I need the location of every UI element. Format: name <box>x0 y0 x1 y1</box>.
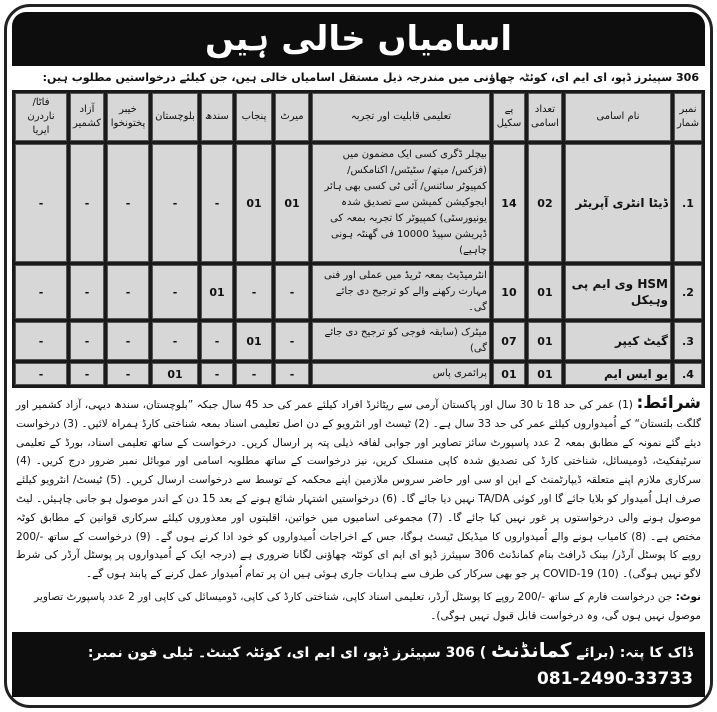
cell-ajk: - <box>70 363 104 385</box>
cell-qualification: بیچلر ڈگری کسی ایک مضمون میں (فزکس/ میتھ/ سٹیٹس/ اکنامکس/ کمپیوٹر سائنس/ آئی ٹی کسی بھی ہائر ایجوکیشن کمیشن سے تصدیق شدہ یونیورسٹی) کمپیوٹر کا تجربہ بمعہ کی ڈپریشن سپیڈ 10000 فی گھنٹہ ہونی چاہیے) <box>312 144 490 262</box>
table-row <box>15 265 702 319</box>
col-fata: فاٹا/ ناردرن ایریا <box>15 93 67 141</box>
cell-count: 01 <box>528 322 562 360</box>
cell-punjab: - <box>236 265 272 319</box>
cell-punjab: 01 <box>236 144 272 262</box>
col-punjab: پنجاب <box>236 93 272 141</box>
commandant-label: کمانڈنٹ <box>491 637 572 662</box>
cell-sindh: - <box>201 144 233 262</box>
address-prefix: ڈاک کا پتہ: (برائے <box>576 644 693 661</box>
cell-fata: - <box>15 144 67 262</box>
cell-qualification: انٹرمیڈیٹ بمعہ ٹریڈ میں عملی اور فنی مہارت رکھنے والے کو ترجیح دی جائے گی۔ <box>312 265 490 319</box>
conditions-text: (1) عمر کی حد 18 تا 30 سال اور پاکستان آرمی سے ریٹائرڈ افراد کیلئے عمر کی حد 45 سال جبکہ ”بلوچستان، سندھ دیہی، آزاد کشمیر اور گلگت بلتستان“ کے اُمیدواروں کیلئے عمر کی حد 33 سال ہے۔ (2) ٹیسٹ اور انٹرویو کے دن اصل تعلیمی اسناد بمعہ شناختی کارڈ ہمراہ لائیں۔ (3) درخواست دیئے گئے نمونہ کے مطابق بمعہ 2 عدد پاسپورٹ سائز تصاویر اور جوابی لفافہ ذیلی پتہ پر ارسال کریں۔ درخواست کے ساتھ تعلیمی اسناد، بورڈ کے تعلیمی سرٹیفکیٹ، ڈومیسائل، شناختی کارڈ کی تصدیق شدہ کاپی منسلک کریں، نیز درخواست کے ساتھ مطلوبہ اسامی اور موبائل نمبر ضرور درج کریں۔ (4) سرکاری ملازم اپنے متعلقہ ڈیپارٹمنٹ کے این او سی اور حاضر سروس ملازمین اپنے محکمہ کے توسط سے درخواست ارسال کریں۔ (5) ٹیسٹ/ انٹرویو کیلئے صرف اہل اُمیدوار کو بلایا جائے گا اور کوئی TA/DA نہیں دیا جائے گا۔ (6) درخواستیں اشتہار شائع ہونے کے بعد 15 دن کے اندر موصول ہو جانی چاہیئں۔ لیٹ موصول ہونے والی درخواستوں پر غور نہیں کیا جائے گا۔ (7) مجموعی اسامیوں میں خواتین، اقلیتوں اور معذوروں کیلئے سرکاری قوانین کے مطابق کوٹہ مختص ہے۔ (8) کامیاب ہونے والے اُمیدواروں کا میڈیکل ٹیسٹ ہوگا، جس کے اخراجات اُمیدواروں کو خود ادا کرنے ہوں گے۔ (9) درخواست کے ساتھ -/200 روپے کا پوسٹل آرڈر/ بینک ڈرافٹ بنام کمانڈنٹ 306 سپیئرز ڈپو ای ایم ای کوئٹہ چھاؤنی لگانا ضروری ہے (درجہ ایک کے اُمیدواروں پر پوسٹل آرڈر کی شرط لاگو نہیں ہوگی)۔ (10) COVID-19 پر جو بھی سرکار کی طرف سے ہدایات جاری ہوئی ہیں ان پر تمام اُمیدوار عمل کرنے کے پابند ہوں گے۔ <box>16 399 702 581</box>
col-ajk: آزاد کشمیر <box>70 93 104 141</box>
col-serial: نمبر شمار <box>674 93 702 141</box>
intro-text: 306 سپیئرز ڈپو، ای ایم ای، کوئٹہ چھاؤنی میں مندرجہ ذیل مستقل اسامیاں خالی ہیں، جن کیلئے درخواستیں مطلوب ہیں: <box>42 71 699 84</box>
cell-count: 02 <box>528 144 562 262</box>
cell-sindh: - <box>201 322 233 360</box>
cell-qualification: پرائمری پاس <box>312 363 490 385</box>
note-section <box>12 584 705 632</box>
col-post-name: نام اسامی <box>565 93 671 141</box>
cell-pay-scale: 14 <box>493 144 525 262</box>
table-row <box>15 322 702 360</box>
cell-kp: - <box>107 144 149 262</box>
page-title: اسامیاں خالی ہیں <box>12 12 705 66</box>
cell-balochistan: - <box>152 265 198 319</box>
cell-serial: 1. <box>674 144 702 262</box>
col-pay-scale: پے سکیل <box>493 93 525 141</box>
table-row <box>15 144 702 262</box>
cell-sindh: 01 <box>201 265 233 319</box>
phone-number: 081-2490-33733 <box>536 668 693 689</box>
cell-count: 01 <box>528 363 562 385</box>
cell-pay-scale: 10 <box>493 265 525 319</box>
cell-ajk: - <box>70 322 104 360</box>
cell-ajk: - <box>70 265 104 319</box>
cell-merit: - <box>275 265 309 319</box>
cell-punjab: - <box>236 363 272 385</box>
cell-kp: - <box>107 322 149 360</box>
address-suffix: ) 306 سپیئرز ڈپو، ای ایم ای، کوئٹہ کینٹ۔ ٹیلی فون نمبر: <box>87 644 487 661</box>
cell-post-name: HSM وی ایم پی وہیکل <box>565 265 671 319</box>
cell-sindh: - <box>201 363 233 385</box>
cell-merit: - <box>275 363 309 385</box>
cell-kp: - <box>107 363 149 385</box>
cell-post-name: گیٹ کیپر <box>565 322 671 360</box>
col-kp: خیبر پختونخوا <box>107 93 149 141</box>
conditions-heading: شرائط: <box>636 393 701 413</box>
note-text: جن درخواست فارم کے ساتھ -/200 روپے کا پوسٹل آرڈر، تعلیمی اسناد کاپی، شناختی کارڈ کی کاپی، ڈومیسائل کی کاپی اور 2 عدد پاسپورٹ تصاویر موصول نہیں ہوں گی، وہ درخواست قابل قبول نہیں ہوگی)۔ <box>34 590 701 622</box>
cell-fata: - <box>15 363 67 385</box>
cell-balochistan: 01 <box>152 363 198 385</box>
cell-ajk: - <box>70 144 104 262</box>
cell-count: 01 <box>528 265 562 319</box>
col-qualification: تعلیمی قابلیت اور تجربہ <box>312 93 490 141</box>
cell-balochistan: - <box>152 322 198 360</box>
address <box>24 639 693 664</box>
address-bar <box>12 632 705 697</box>
job-advertisement <box>4 4 713 708</box>
col-sindh: سندھ <box>201 93 233 141</box>
note-heading: نوٹ: <box>675 590 701 603</box>
table-row <box>15 363 702 385</box>
cell-pay-scale: 07 <box>493 322 525 360</box>
cell-serial: 2. <box>674 265 702 319</box>
cell-kp: - <box>107 265 149 319</box>
cell-post-name: ڈیٹا انٹری آپریٹر <box>565 144 671 262</box>
cell-merit: - <box>275 322 309 360</box>
cell-fata: - <box>15 322 67 360</box>
table-header-row <box>15 93 702 141</box>
col-count: تعداد اسامی <box>528 93 562 141</box>
cell-serial: 4. <box>674 363 702 385</box>
cell-fata: - <box>15 265 67 319</box>
cell-pay-scale: 01 <box>493 363 525 385</box>
col-merit: میرٹ <box>275 93 309 141</box>
cell-balochistan: - <box>152 144 198 262</box>
cell-merit: 01 <box>275 144 309 262</box>
conditions-section <box>12 388 705 584</box>
cell-post-name: یو ایس ایم <box>565 363 671 385</box>
cell-punjab: 01 <box>236 322 272 360</box>
cell-serial: 3. <box>674 322 702 360</box>
col-balochistan: بلوچستان <box>152 93 198 141</box>
cell-qualification: میٹرک (سابقہ فوجی کو ترجیح دی جائے گی) <box>312 322 490 360</box>
vacancies-table <box>12 90 705 388</box>
